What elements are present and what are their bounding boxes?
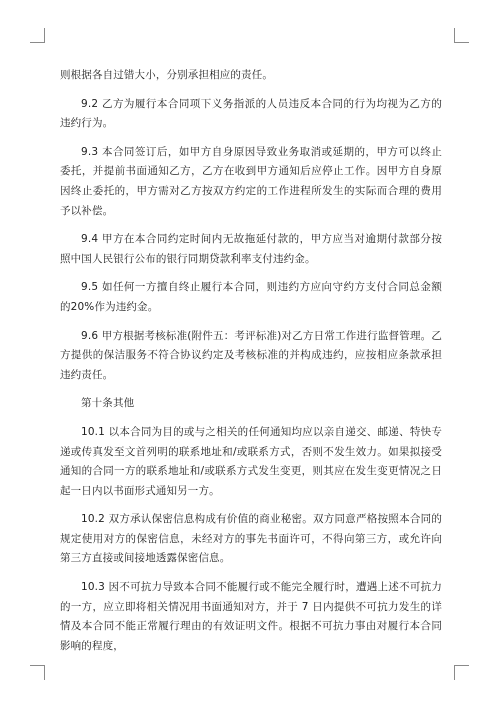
clause-10-1: 10.1 以本合同为目的或与之相关的任何通知均应以亲自递交、邮递、特快专递或传真发至文首列明的联系地址和/或联系方式，否则不发生效力。如果拟接受通知的合同一方的联系地址和/或联系方式发生变更，则其应在发生变更情况之日起一日内以书面形式通知另一方。 [60,425,442,497]
crop-mark-top-right [454,28,469,43]
clause-9-3: 9.3 本合同签订后，如甲方自身原因导致业务取消或延期的，甲方可以终止委托，并提前书面通知乙方，乙方在收到甲方通知后应停止工作。因甲方自身原因终止委托的，甲方需对乙方按双方约定的工作进程所发生的实际而合理的费用予以补偿。 [60,145,442,217]
crop-mark-bottom-left [30,665,45,680]
crop-mark-top-left [30,28,45,43]
clause-9-2: 9.2 乙方为履行本合同项下义务指派的人员违反本合同的行为均视为乙方的违约行为。 [60,97,442,130]
clause-10-2: 10.2 双方承认保密信息构成有价值的商业秘密。双方同意严格按照本合同的规定使用对方的保密信息，未经对方的事先书面许可，不得向第三方，或允许向第三方直接或间接地透露保密信息。 [60,513,442,565]
document-body [60,66,442,665]
crop-mark-bottom-right [454,665,469,680]
section-10-heading: 第十条其他 [81,397,135,410]
paragraph-continuation: 则根据各自过错大小，分别承担相应的责任。 [60,69,273,81]
clause-10-3: 10.3 因不可抗力导致本合同不能履行或不能完全履行时，遭遇上述不可抗力的一方，应立即将相关情况用书面通知对方，并于 7 日内提供不可抗力发生的详情及本合同不能正常履行理由的有效证明文件。根据不可抗力事由对履行本合同影响的程度， [60,581,442,652]
clause-9-4: 9.4 甲方在本合同约定时间内无故拖延付款的，甲方应当对逾期付款部分按照中国人民银行公布的银行同期贷款利率支付违约金。 [60,233,442,265]
clause-9-5: 9.5 如任何一方擅自终止履行本合同，则违约方应向守约方支付合同总金额的20%作为违约金。 [60,281,442,313]
clause-9-6: 9.6 甲方根据考核标准(附件五：考评标准)对乙方日常工作进行监督管理。乙方提供的保洁服务不符合协议约定及考核标准的并构成违约，应按相应条款承担违约责任。 [60,329,442,381]
